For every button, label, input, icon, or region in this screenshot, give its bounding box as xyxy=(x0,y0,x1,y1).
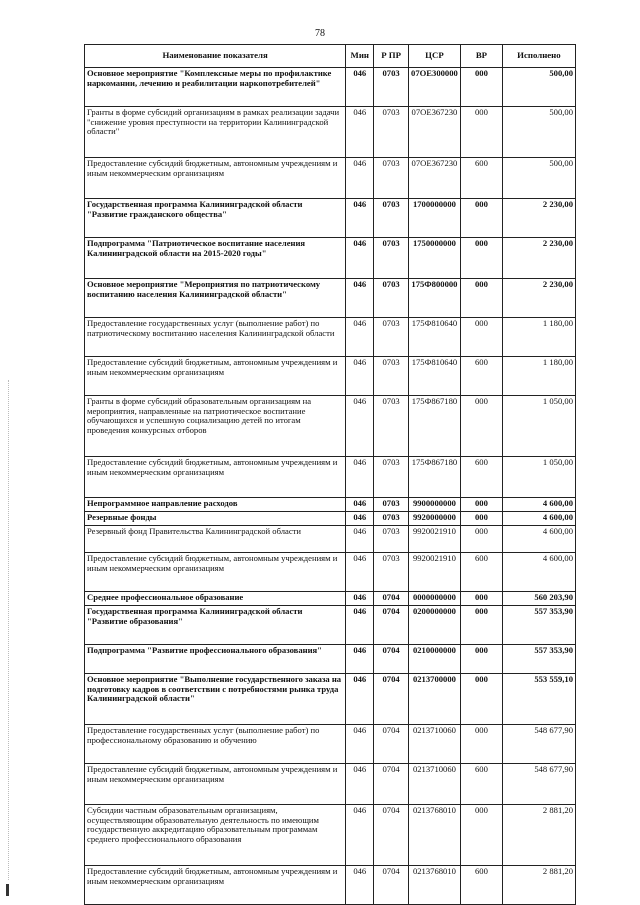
cell-name: Предоставление субсидий бюджетным, автономным учреждениям и иным некоммерческим организациям xyxy=(85,457,346,498)
cell-sum: 4 600,00 xyxy=(502,512,575,526)
budget-table xyxy=(84,44,576,905)
cell-csr: 9920000000 xyxy=(408,512,460,526)
cell-name: Предоставление субсидий бюджетным, автономным учреждениям и иным некоммерческим организациям xyxy=(85,158,346,199)
cell-csr: 0210000000 xyxy=(408,645,460,674)
cell-name: Подпрограмма "Развитие профессионального образования" xyxy=(85,645,346,674)
cell-rpr: 0703 xyxy=(374,279,408,318)
cell-vr: 600 xyxy=(461,357,503,396)
cell-vr: 000 xyxy=(461,238,503,279)
cell-name: Субсидии частным образовательным организациям, осуществляющим образовательную деятельность по имеющим государственную аккредитацию образовательным программам среднего профессионального образования xyxy=(85,805,346,866)
cell-rpr: 0703 xyxy=(374,512,408,526)
cell-rpr: 0703 xyxy=(374,238,408,279)
cell-min: 046 xyxy=(346,68,374,107)
cell-name: Подпрограмма "Патриотическое воспитание населения Калининградской области на 2015-2020 годы" xyxy=(85,238,346,279)
cell-vr: 000 xyxy=(461,68,503,107)
table-row xyxy=(85,68,576,107)
cell-csr: 175Ф867180 xyxy=(408,457,460,498)
cell-sum: 1 180,00 xyxy=(502,357,575,396)
cell-csr: 175Ф800000 xyxy=(408,279,460,318)
cell-min: 046 xyxy=(346,279,374,318)
cell-min: 046 xyxy=(346,457,374,498)
table-row xyxy=(85,357,576,396)
table-row xyxy=(85,553,576,592)
cell-csr: 0200000000 xyxy=(408,606,460,645)
cell-rpr: 0703 xyxy=(374,107,408,158)
cell-min: 046 xyxy=(346,318,374,357)
cell-name: Предоставление государственных услуг (выполнение работ) по патриотическому воспитанию населения Калининградской области xyxy=(85,318,346,357)
cell-sum: 548 677,90 xyxy=(502,764,575,805)
cell-csr: 175Ф867180 xyxy=(408,396,460,457)
cell-name: Предоставление субсидий бюджетным, автономным учреждениям и иным некоммерческим организациям xyxy=(85,553,346,592)
cell-min: 046 xyxy=(346,512,374,526)
cell-rpr: 0703 xyxy=(374,526,408,553)
cell-name: Непрограммное направление расходов xyxy=(85,498,346,512)
cell-rpr: 0703 xyxy=(374,498,408,512)
cell-min: 046 xyxy=(346,498,374,512)
cell-sum: 500,00 xyxy=(502,158,575,199)
cell-rpr: 0703 xyxy=(374,68,408,107)
header-rpr: Р ПР xyxy=(374,45,408,68)
cell-csr: 07ОЕ300000 xyxy=(408,68,460,107)
cell-sum: 1 050,00 xyxy=(502,396,575,457)
cell-vr: 000 xyxy=(461,645,503,674)
cell-rpr: 0703 xyxy=(374,158,408,199)
header-sum: Исполнено xyxy=(502,45,575,68)
cell-sum: 553 559,10 xyxy=(502,674,575,725)
cell-sum: 500,00 xyxy=(502,107,575,158)
cell-vr: 000 xyxy=(461,606,503,645)
cell-csr: 175Ф810640 xyxy=(408,357,460,396)
cell-sum: 4 600,00 xyxy=(502,526,575,553)
cell-name: Государственная программа Калининградской области "Развитие гражданского общества" xyxy=(85,199,346,238)
header-vr: ВР xyxy=(461,45,503,68)
cell-name: Основное мероприятие "Выполнение государственного заказа на подготовку кадров в соответствии с потребностями рынка труда Калининградской области" xyxy=(85,674,346,725)
cell-vr: 000 xyxy=(461,199,503,238)
cell-vr: 000 xyxy=(461,279,503,318)
cell-csr: 175Ф810640 xyxy=(408,318,460,357)
cell-sum: 2 230,00 xyxy=(502,238,575,279)
table-row xyxy=(85,805,576,866)
cell-rpr: 0703 xyxy=(374,199,408,238)
cell-vr: 600 xyxy=(461,553,503,592)
table-row xyxy=(85,498,576,512)
cell-vr: 600 xyxy=(461,457,503,498)
cell-name: Гранты в форме субсидий образовательным организациям на мероприятия, направленные на патриотическое воспитание обучающихся и успешную социализацию детей по итогам проведения конкурсных отборов xyxy=(85,396,346,457)
cell-rpr: 0704 xyxy=(374,725,408,764)
table-row xyxy=(85,457,576,498)
cell-csr: 9900000000 xyxy=(408,498,460,512)
cell-csr: 07ОЕ367230 xyxy=(408,107,460,158)
cell-csr: 07ОЕ367230 xyxy=(408,158,460,199)
cell-csr: 0213700000 xyxy=(408,674,460,725)
cell-vr: 000 xyxy=(461,725,503,764)
cell-min: 046 xyxy=(346,805,374,866)
table-row xyxy=(85,592,576,606)
cell-sum: 557 353,90 xyxy=(502,645,575,674)
cell-vr: 000 xyxy=(461,805,503,866)
cell-vr: 000 xyxy=(461,396,503,457)
cell-sum: 557 353,90 xyxy=(502,606,575,645)
table-row xyxy=(85,318,576,357)
cell-min: 046 xyxy=(346,764,374,805)
cell-vr: 000 xyxy=(461,674,503,725)
table-row xyxy=(85,764,576,805)
cell-csr: 1750000000 xyxy=(408,238,460,279)
cell-min: 046 xyxy=(346,238,374,279)
cell-vr: 000 xyxy=(461,498,503,512)
cell-rpr: 0703 xyxy=(374,553,408,592)
table-row xyxy=(85,526,576,553)
cell-min: 046 xyxy=(346,645,374,674)
cell-name: Государственная программа Калининградской области "Развитие образования" xyxy=(85,606,346,645)
cell-rpr: 0704 xyxy=(374,606,408,645)
cell-min: 046 xyxy=(346,158,374,199)
table-header-row xyxy=(85,45,576,68)
cell-vr: 600 xyxy=(461,866,503,905)
cell-sum: 4 600,00 xyxy=(502,553,575,592)
margin-dots xyxy=(8,380,11,880)
cell-sum: 4 600,00 xyxy=(502,498,575,512)
cell-min: 046 xyxy=(346,199,374,238)
cell-name: Резервный фонд Правительства Калининградской области xyxy=(85,526,346,553)
cell-vr: 000 xyxy=(461,318,503,357)
cell-name: Основное мероприятие "Мероприятия по патриотическому воспитанию населения Калининградской области" xyxy=(85,279,346,318)
cell-sum: 2 230,00 xyxy=(502,279,575,318)
cell-csr: 0000000000 xyxy=(408,592,460,606)
cell-rpr: 0703 xyxy=(374,396,408,457)
cell-sum: 1 180,00 xyxy=(502,318,575,357)
cell-rpr: 0704 xyxy=(374,645,408,674)
cell-min: 046 xyxy=(346,674,374,725)
cell-name: Предоставление субсидий бюджетным, автономным учреждениям и иным некоммерческим организациям xyxy=(85,357,346,396)
cell-csr: 0213710060 xyxy=(408,725,460,764)
table-row xyxy=(85,238,576,279)
cell-rpr: 0704 xyxy=(374,764,408,805)
cell-name: Гранты в форме субсидий организациям в рамках реализации задачи "снижение уровня преступности на территории Калининградской области" xyxy=(85,107,346,158)
table-row xyxy=(85,674,576,725)
cell-min: 046 xyxy=(346,553,374,592)
cell-csr: 9920021910 xyxy=(408,526,460,553)
cell-rpr: 0704 xyxy=(374,592,408,606)
page-number: 78 xyxy=(315,28,325,39)
cell-sum: 500,00 xyxy=(502,68,575,107)
cell-rpr: 0704 xyxy=(374,674,408,725)
cell-vr: 000 xyxy=(461,526,503,553)
table-row xyxy=(85,158,576,199)
cell-rpr: 0704 xyxy=(374,866,408,905)
table-row xyxy=(85,512,576,526)
cell-name: Предоставление субсидий бюджетным, автономным учреждениям и иным некоммерческим организациям xyxy=(85,866,346,905)
cell-rpr: 0703 xyxy=(374,457,408,498)
binding-mark xyxy=(6,884,9,896)
cell-rpr: 0704 xyxy=(374,805,408,866)
cell-sum: 548 677,90 xyxy=(502,725,575,764)
header-name: Наименование показателя xyxy=(85,45,346,68)
header-csr: ЦСР xyxy=(408,45,460,68)
cell-name: Среднее профессиональное образование xyxy=(85,592,346,606)
cell-csr: 1700000000 xyxy=(408,199,460,238)
cell-min: 046 xyxy=(346,606,374,645)
cell-sum: 2 230,00 xyxy=(502,199,575,238)
table-row xyxy=(85,725,576,764)
cell-sum: 1 050,00 xyxy=(502,457,575,498)
cell-min: 046 xyxy=(346,725,374,764)
cell-sum: 2 881,20 xyxy=(502,866,575,905)
cell-min: 046 xyxy=(346,592,374,606)
cell-vr: 000 xyxy=(461,107,503,158)
cell-csr: 0213710060 xyxy=(408,764,460,805)
cell-name: Основное мероприятие "Комплексные меры по профилактике наркомании, лечению и реабилитации наркопотребителей" xyxy=(85,68,346,107)
cell-sum: 2 881,20 xyxy=(502,805,575,866)
cell-rpr: 0703 xyxy=(374,318,408,357)
table-body xyxy=(85,68,576,905)
cell-csr: 0213768010 xyxy=(408,805,460,866)
header-min: Мин xyxy=(346,45,374,68)
cell-vr: 600 xyxy=(461,158,503,199)
cell-min: 046 xyxy=(346,357,374,396)
cell-vr: 600 xyxy=(461,764,503,805)
cell-min: 046 xyxy=(346,526,374,553)
table-row xyxy=(85,396,576,457)
table-row xyxy=(85,645,576,674)
cell-name: Резервные фонды xyxy=(85,512,346,526)
table-row xyxy=(85,199,576,238)
cell-vr: 000 xyxy=(461,592,503,606)
cell-sum: 560 203,90 xyxy=(502,592,575,606)
cell-name: Предоставление государственных услуг (выполнение работ) по профессиональному образованию и обучению xyxy=(85,725,346,764)
cell-csr: 0213768010 xyxy=(408,866,460,905)
cell-min: 046 xyxy=(346,396,374,457)
table-row xyxy=(85,866,576,905)
cell-min: 046 xyxy=(346,866,374,905)
cell-csr: 9920021910 xyxy=(408,553,460,592)
cell-rpr: 0703 xyxy=(374,357,408,396)
table-row xyxy=(85,107,576,158)
table-row xyxy=(85,606,576,645)
cell-name: Предоставление субсидий бюджетным, автономным учреждениям и иным некоммерческим организациям xyxy=(85,764,346,805)
table-row xyxy=(85,279,576,318)
cell-vr: 000 xyxy=(461,512,503,526)
cell-min: 046 xyxy=(346,107,374,158)
